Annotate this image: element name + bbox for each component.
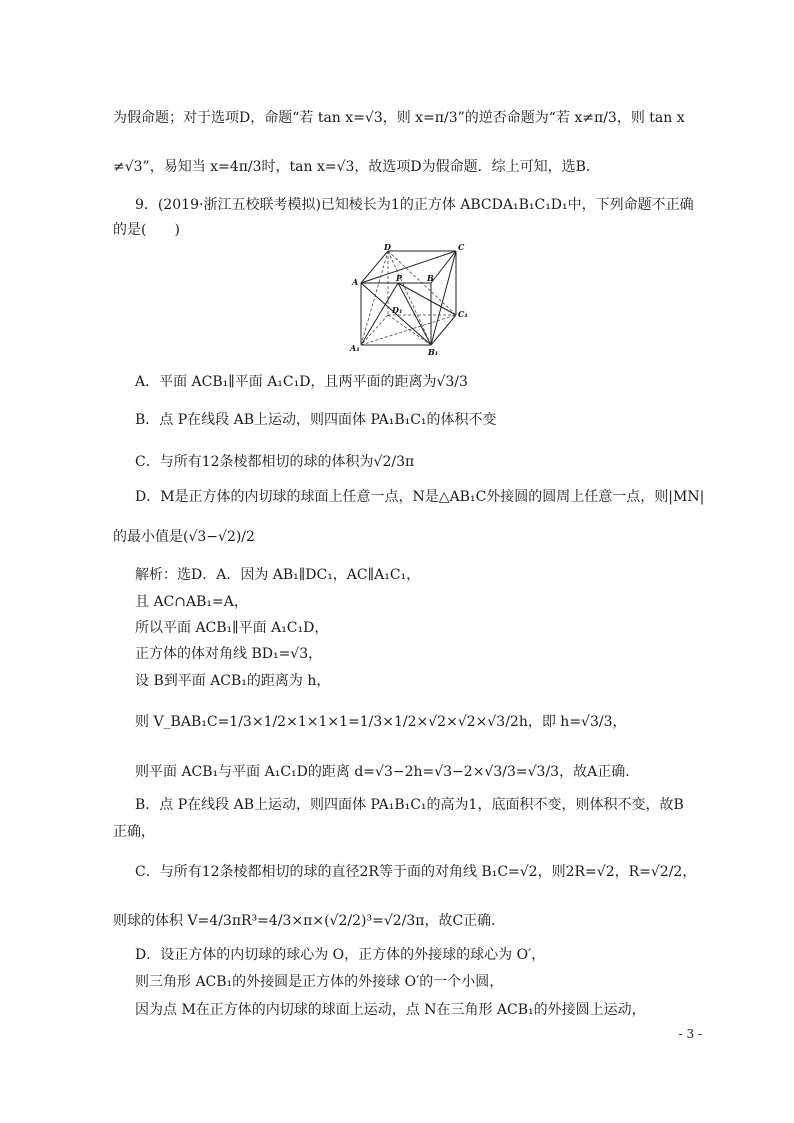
cube-figure: [348, 243, 478, 358]
label-C: C: [458, 243, 465, 252]
label-D: D: [384, 243, 391, 252]
label-B1: B₁: [428, 347, 439, 357]
label-C1: C₁: [458, 309, 468, 319]
text-line: D．设正方体的内切球的球心为 O，正方体的外接球的球心为 O′，: [135, 947, 546, 963]
text-line: 则 V_BAB₁C=1/3×1/2×1×1×1=1/3×1/2×√2×√2×√3/2h，即 h=√3/3，: [135, 714, 627, 730]
option-a: A．平面 ACB₁∥平面 A₁C₁D，且两平面的距离为√3/3: [135, 374, 468, 390]
label-B: B: [427, 273, 434, 283]
text-line: 正确，: [113, 824, 155, 840]
label-D1: D₁: [392, 305, 403, 315]
text-line: 则球的体积 V=4/3πR³=4/3×π×(√2/2)³=√2/3π，故C正确．: [113, 913, 506, 929]
option-c: C．与所有12条棱都相切的球的体积为√2/3π: [135, 454, 415, 470]
label-A: A: [352, 277, 359, 287]
option-d: D．M是正方体的内切球的球面上任意一点，N是△AB₁C外接圆的圆周上任意一点，则|MN|: [135, 489, 705, 505]
text-line: 为假命题；对于选项D，命题“若 tan x=√3，则 x=π/3”的逆否命题为“若 x≠π/3，则 tan x: [113, 110, 685, 126]
text-line: 正方体的体对角线 BD₁=√3，: [135, 646, 323, 662]
text-line: 则三角形 ACB₁的外接圆是正方体的外接球 O′的一个小圆，: [135, 974, 504, 990]
text-line: 的最小值是(√3−√2)/2: [113, 529, 255, 545]
text-line: B．点 P在线段 AB上运动，则四面体 PA₁B₁C₁的高为1，底面积不变，则体积不变，故B: [135, 797, 684, 813]
text-line: 设 B到平面 ACB₁的距离为 h，: [135, 673, 331, 689]
page-number: - 3 -: [678, 1027, 702, 1041]
text-line: 所以平面 ACB₁∥平面 A₁C₁D，: [135, 620, 329, 636]
text-line: 因为点 M在正方体的内切球的球面上运动，点 N在三角形 ACB₁的外接圆上运动，: [135, 1002, 646, 1018]
text-line: 则平面 ACB₁与平面 A₁C₁D的距离 d=√3−2h=√3−2×√3/3=√3/3，故A正确．: [135, 764, 640, 780]
text-line: C．与所有12条棱都相切的球的直径2R等于面的对角线 B₁C=√2，则2R=√2，R=√2/2，: [135, 864, 697, 880]
text-line: 解析：选D．A．因为 AB₁∥DC₁，AC∥A₁C₁，: [135, 567, 421, 583]
text-line: 9．(2019·浙江五校联考模拟)已知棱长为1的正方体 ABCDA₁B₁C₁D₁中，下列命题不正确: [135, 197, 694, 213]
label-P: P: [396, 273, 403, 283]
option-b: B．点 P在线段 AB上运动，则四面体 PA₁B₁C₁的体积不变: [135, 412, 497, 428]
label-A1: A₁: [350, 343, 360, 353]
text-line: 且 AC∩AB₁=A，: [135, 594, 248, 610]
text-line: 的是( ): [113, 222, 180, 238]
text-line: ≠√3”，易知当 x=4π/3时，tan x=√3，故选项D为假命题．综上可知，选B．: [113, 159, 600, 175]
